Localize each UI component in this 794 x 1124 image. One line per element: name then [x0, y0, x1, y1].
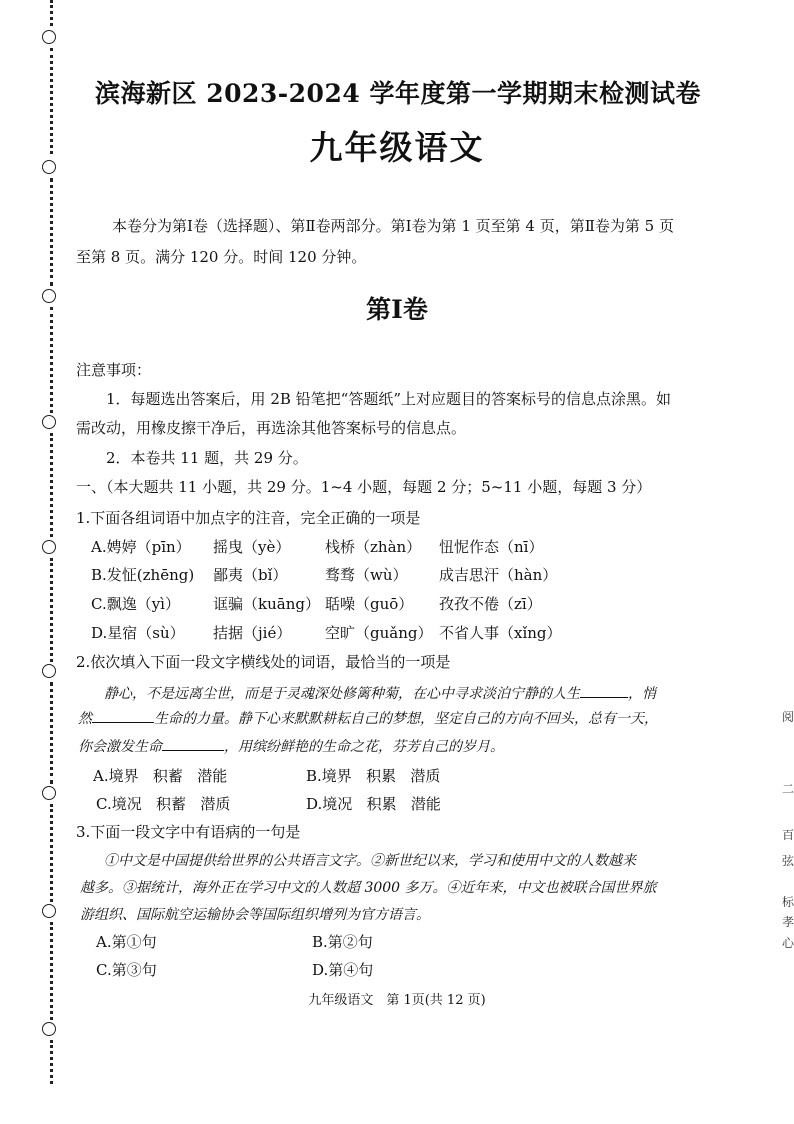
option-item: C.境况 积蓄 潜质: [96, 795, 231, 813]
passage-text: 然: [78, 711, 92, 727]
option-item: 忸怩作态（nī）: [439, 538, 544, 556]
option-item: B.境界 积累 潜质: [306, 767, 441, 785]
binding-hole-icon: [42, 540, 56, 554]
binding-hole-icon: [42, 30, 56, 44]
option-row: [91, 536, 591, 558]
subject-title: 九年级语文: [309, 128, 485, 167]
option-row: [91, 564, 591, 586]
edge-fragment: 二: [782, 782, 794, 796]
option-item: 空旷（guǎng）: [325, 624, 433, 642]
passage-text: 静心，不是远离尘世，而是于灵魂深处修篱种菊，在心中寻求淡泊宁静的人生: [104, 686, 580, 702]
passage-text: ，用缤纷鲜艳的生命之花，芬芳自己的岁月。: [224, 739, 504, 755]
notes-item: 需改动，用橡皮擦干净后，再选涂其他答案标号的信息点。: [76, 419, 467, 437]
option-item: 鄙夷（bǐ）: [213, 566, 288, 584]
passage-line: [78, 708, 658, 728]
option-item: B.发怔(zhēng): [91, 566, 195, 584]
binding-dotted-line: [50, 682, 53, 784]
answer-blank: [162, 736, 224, 751]
binding-dotted-line: [50, 433, 53, 537]
section-heading: 一、（本大题共 11 小题，共 29 分。1~4 小题，每题 2 分；5~11 小题，每题 3 分）: [76, 478, 652, 496]
volume-title: 第Ⅰ卷: [366, 295, 428, 324]
option-item: 孜孜不倦（zī）: [439, 595, 542, 613]
passage-line: [78, 736, 504, 756]
binding-hole-icon: [42, 415, 56, 429]
intro-line: 至第 8 页。满分 120 分。时间 120 分钟。: [76, 248, 367, 266]
intro-line: 本卷分为第Ⅰ卷（选择题）、第Ⅱ卷两部分。第Ⅰ卷为第 1 页至第 4 页，第Ⅱ卷为第 5 页: [112, 217, 674, 235]
notes-item: 2．本卷共 11 题，共 29 分。: [106, 449, 308, 467]
option-item: 成吉思汗（hàn）: [439, 566, 558, 584]
answer-blank: [92, 708, 154, 723]
passage-text: ，悄: [628, 686, 656, 702]
exam-title: 滨海新区 2023-2024 学年度第一学期期末检测试卷: [95, 79, 701, 108]
binding-dotted-line: [50, 804, 53, 902]
option-item: 不省人事（xǐng）: [439, 624, 562, 642]
binding-hole-icon: [42, 1022, 56, 1036]
passage-line: 越多。③据统计，海外正在学习中文的人数超 3000 多万。④近年来，中文也被联合国世界旅: [80, 880, 657, 896]
question-stem: 2.依次填入下面一段文字横线处的词语，最恰当的一项是: [76, 653, 451, 671]
binding-hole-icon: [42, 664, 56, 678]
binding-dotted-line: [50, 1040, 53, 1084]
option-item: D.星宿（sù）: [91, 624, 185, 642]
option-item: D.境况 积累 潜能: [306, 795, 441, 813]
notes-item: 1．每题选出答案后，用 2B 铅笔把“答题纸”上对应题目的答案标号的信息点涂黑。如: [106, 390, 671, 408]
option-item: C.第③句: [96, 961, 157, 979]
option-item: 拮据（jié）: [213, 624, 292, 642]
edge-fragment: 孝: [782, 915, 794, 929]
passage-line: [104, 683, 656, 703]
edge-fragment: 心: [782, 936, 794, 950]
edge-fragment: 标: [782, 895, 794, 909]
option-row: [91, 622, 591, 644]
binding-hole-icon: [42, 904, 56, 918]
option-item: C.飘逸（yì）: [91, 595, 180, 613]
option-item: 摇曳（yè）: [213, 538, 291, 556]
edge-fragment: 百: [782, 828, 794, 842]
passage-text: 生命的力量。静下心来默默耕耘自己的梦想，坚定自己的方向不回头，总有一天，: [154, 711, 658, 727]
question-stem: 1.下面各组词语中加点字的注音，完全正确的一项是: [76, 509, 421, 527]
notes-heading: 注意事项：: [76, 361, 152, 379]
option-item: D.第④句: [312, 961, 374, 979]
option-item: B.第②句: [312, 933, 373, 951]
option-item: A.境界 积蓄 潜能: [93, 767, 228, 785]
binding-dotted-line: [50, 178, 53, 286]
edge-fragment: 弦: [782, 854, 794, 868]
option-item: A.娉婷（pīn）: [91, 538, 191, 556]
passage-line: ①中文是中国提供给世界的公共语言文字。②新世纪以来，学习和使用中文的人数越来: [104, 853, 636, 869]
option-item: 骛骛（wù）: [325, 566, 408, 584]
option-item: 栈桥（zhàn）: [325, 538, 422, 556]
option-item: 聒噪（guō）: [325, 595, 414, 613]
option-item: 诓骗（kuāng）: [213, 595, 320, 613]
option-item: A.第①句: [96, 933, 157, 951]
edge-fragment: 阅: [782, 710, 794, 724]
page-footer: 九年级语文 第 1页(共 12 页): [308, 993, 486, 1008]
question-stem: 3.下面一段文字中有语病的一句是: [76, 823, 301, 841]
option-row: [91, 593, 591, 615]
answer-blank: [580, 683, 628, 698]
binding-dotted-line: [50, 0, 53, 26]
binding-dotted-line: [50, 558, 53, 662]
passage-line: 游组织、国际航空运输协会等国际组织增列为官方语言。: [80, 907, 430, 923]
passage-text: 你会激发生命: [78, 739, 162, 755]
binding-hole-icon: [42, 786, 56, 800]
